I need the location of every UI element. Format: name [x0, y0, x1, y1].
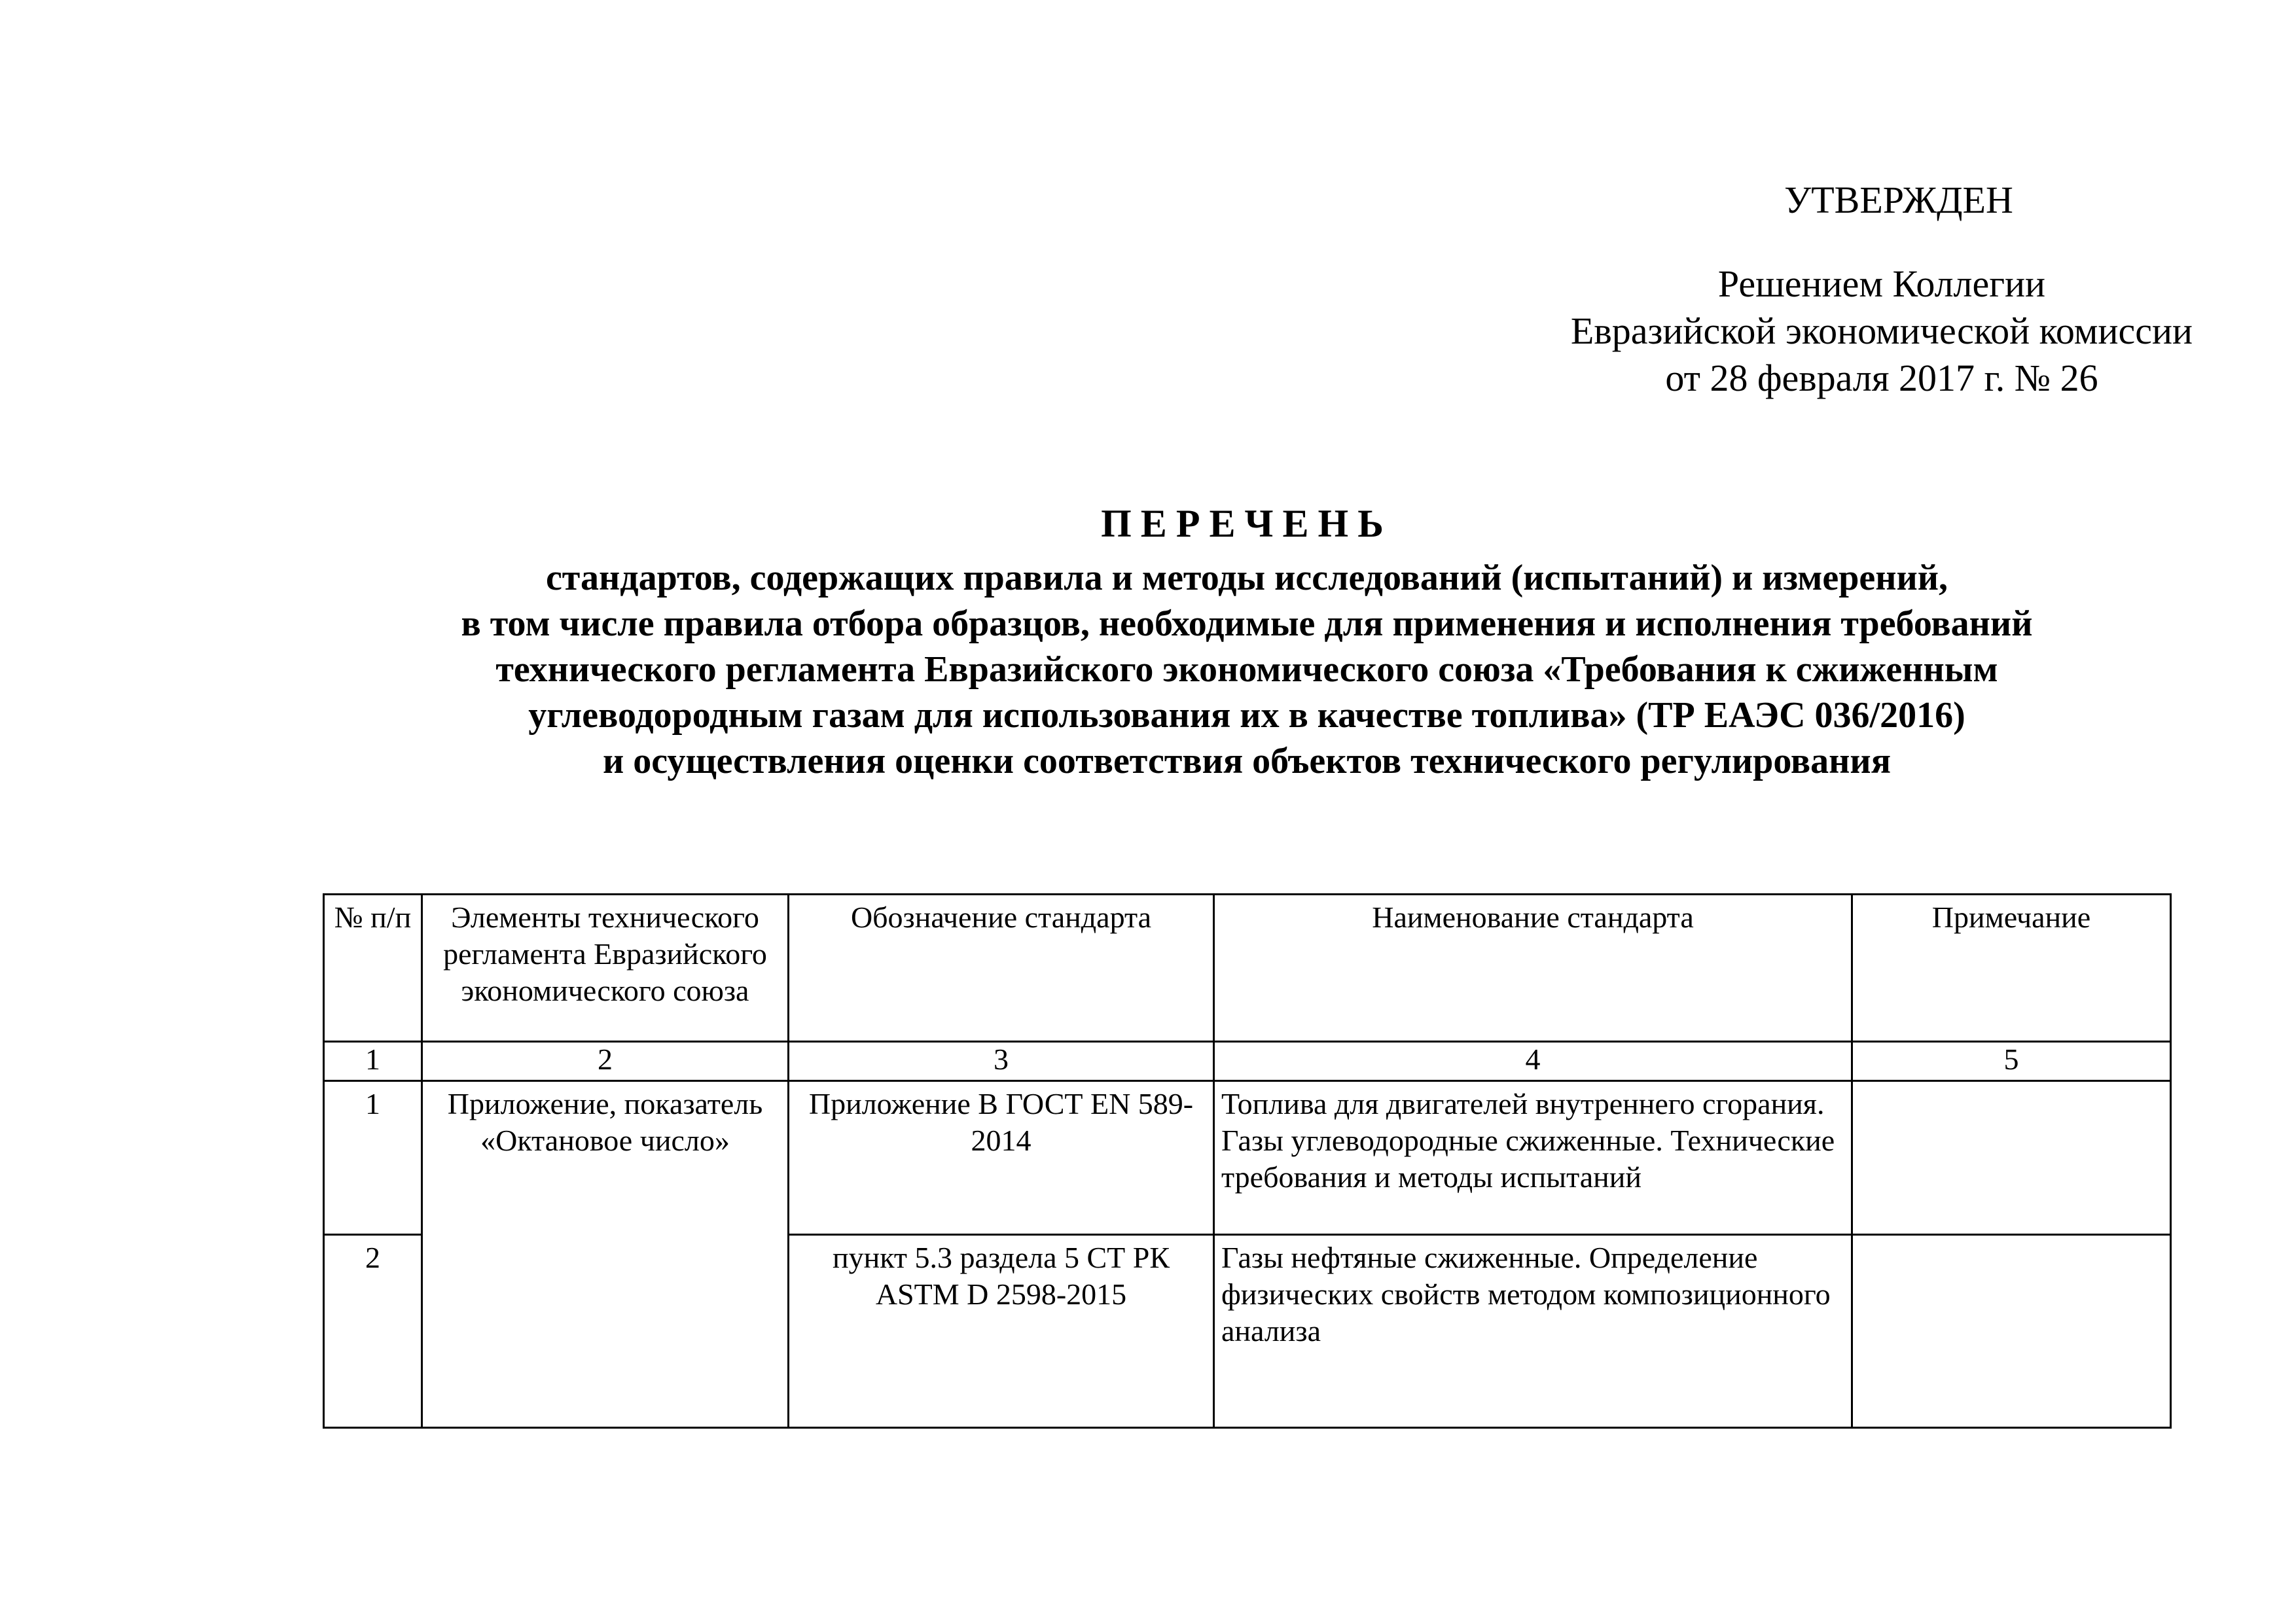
table-header-row: [324, 895, 2171, 1042]
column-number: 4: [1214, 1042, 1852, 1081]
header-note: Примечание: [1852, 895, 2171, 1042]
standards-table: [323, 893, 2172, 1429]
header-designation: Обозначение стандарта: [789, 895, 1214, 1042]
column-number: 1: [324, 1042, 422, 1081]
header-elements: Элементы технического регламента Евразийского экономического союза: [422, 895, 789, 1042]
row-element: Приложение, показатель «Октановое число»: [422, 1081, 789, 1428]
column-number: 5: [1852, 1042, 2171, 1081]
approval-line-commission: Евразийской экономической комиссии: [1570, 310, 2193, 352]
header-standard-name: Наименование стандарта: [1214, 895, 1852, 1042]
table-row: [324, 1081, 2171, 1235]
column-number: 2: [422, 1042, 789, 1081]
column-number: 3: [789, 1042, 1214, 1081]
row-designation: Приложение В ГОСТ EN 589-2014: [789, 1081, 1214, 1235]
approval-line-authority: Решением Коллегии: [1717, 262, 2046, 305]
row-number: 1: [324, 1081, 422, 1235]
row-standard-name: Газы нефтяные сжиженные. Определение физических свойств методом композиционного анализа: [1214, 1235, 1852, 1428]
row-note: [1852, 1235, 2171, 1428]
document-heading: ПЕРЕЧЕНЬ: [1101, 502, 1393, 545]
approval-block: [1505, 177, 2258, 402]
subtitle-line: технического регламента Евразийского экономического союза «Требования к сжиженным: [495, 649, 1998, 690]
row-designation: пункт 5.3 раздела 5 СТ РК ASTM D 2598-2015: [789, 1235, 1214, 1428]
header-number: № п/п: [324, 895, 422, 1042]
row-note: [1852, 1081, 2171, 1235]
subtitle-line: углеводородным газам для использования их в качестве топлива» (ТР ЕАЭС 036/2016): [528, 695, 1965, 736]
row-number: 2: [324, 1235, 422, 1428]
document-title-block: [196, 497, 2296, 784]
row-standard-name: Топлива для двигателей внутреннего сгорания. Газы углеводородные сжиженные. Технические требования и методы испытаний: [1214, 1081, 1852, 1235]
subtitle-line: в том числе правила отбора образцов, необходимые для применения и исполнения требований: [461, 603, 2033, 644]
column-number-row: [324, 1042, 2171, 1081]
subtitle-line: и осуществления оценки соответствия объектов технического регулирования: [602, 741, 1891, 781]
approval-title: УТВЕРЖДЕН: [1784, 179, 2013, 221]
subtitle-line: стандартов, содержащих правила и методы исследований (испытаний) и измерений,: [545, 558, 1948, 598]
approval-line-date: от 28 февраля 2017 г. № 26: [1665, 357, 2098, 399]
